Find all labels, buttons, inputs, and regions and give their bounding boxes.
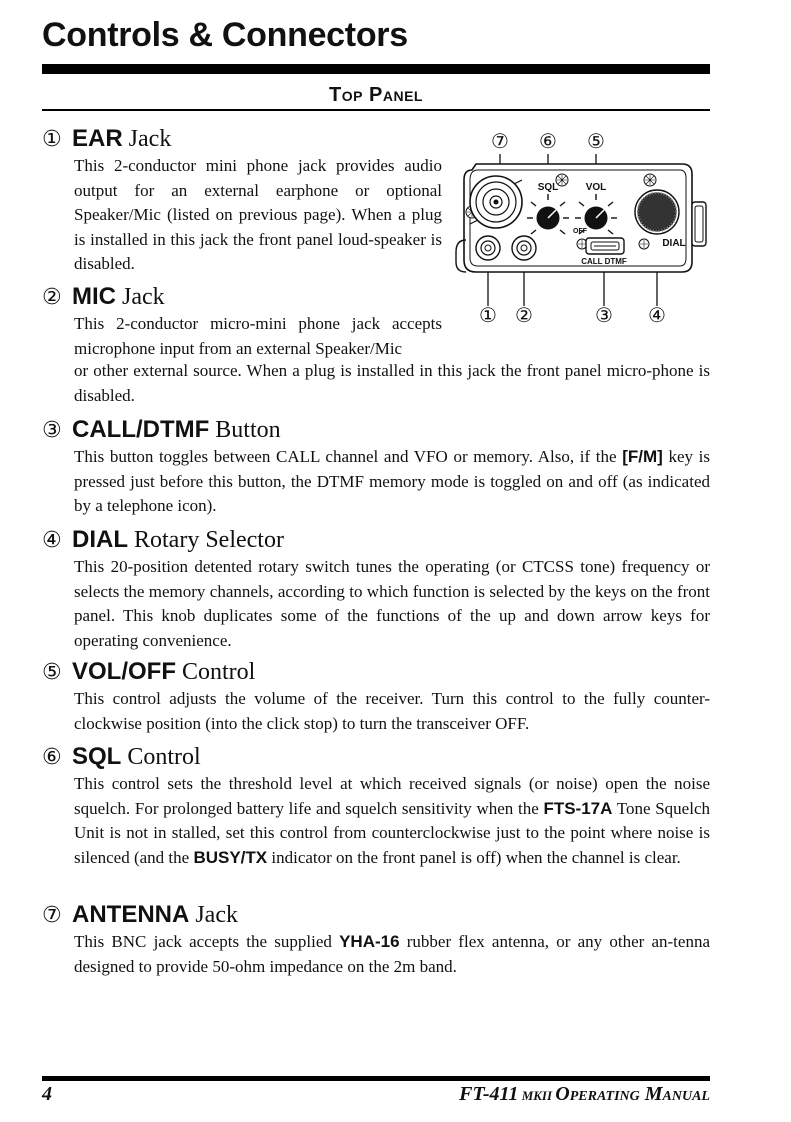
- item-heading: [42, 658, 710, 687]
- callout-sql: ⑥: [539, 129, 557, 153]
- mic-jack-icon: [512, 236, 536, 260]
- ear-jack-icon: [476, 236, 500, 260]
- item-antenna: [42, 901, 710, 979]
- item-heading: [42, 901, 710, 930]
- callout-mic: ②: [515, 303, 533, 327]
- item-name: SQL: [72, 743, 122, 770]
- callout-vol: ⑤: [587, 129, 605, 153]
- item-sql: [42, 743, 710, 870]
- item-description: This button toggles between CALL channel and VFO or memory. Also, if the [F/M] key is pressed just before this button, the DTMF memory mode is toggled on and off (as indicated by a telephone icon).: [74, 447, 710, 515]
- antenna-label: YHA-16: [339, 932, 400, 951]
- dial-knob-icon: [635, 190, 679, 234]
- item-kind: Button: [209, 417, 281, 443]
- call-dtmf-button-icon: [586, 238, 624, 254]
- callout-ear: ①: [479, 303, 497, 327]
- item-name: DIAL: [72, 526, 128, 553]
- item-kind: Rotary Selector: [128, 527, 284, 553]
- item-kind: Jack: [189, 902, 238, 928]
- item-description: or other external source. When a plug is installed in this jack the front panel micro-phone is disabled.: [74, 361, 710, 405]
- item-kind: Jack: [122, 126, 172, 152]
- item-heading: [42, 125, 442, 154]
- antenna-bnc-icon: [470, 176, 522, 228]
- item-name: CALL/DTMF: [72, 416, 210, 443]
- item-heading: [42, 416, 710, 445]
- section-title: Top Panel: [329, 84, 423, 106]
- item-dial: [42, 526, 710, 653]
- item-heading: [42, 283, 442, 312]
- callout-antenna: ⑦: [491, 129, 509, 153]
- callout-dial: ④: [648, 303, 666, 327]
- item-number: ④: [42, 528, 62, 553]
- item-name: VOL/OFF: [72, 658, 176, 685]
- item-description: This 2-conductor micro-mini phone jack accepts microphone input from an external Speaker/Mic: [74, 314, 442, 358]
- item-heading: [42, 526, 710, 555]
- label-sql: SQL: [537, 182, 559, 193]
- label-call-dtmf: CALL DTMF: [581, 257, 627, 266]
- label-off: OFF: [573, 228, 587, 235]
- indicator-label: BUSY/TX: [193, 847, 268, 867]
- top-panel-diagram: [452, 120, 712, 335]
- unit-label: FTS-17A: [543, 798, 613, 818]
- title-rule: [42, 64, 710, 74]
- item-number: ③: [42, 418, 62, 443]
- label-dial: DIAL: [662, 238, 686, 249]
- item-number: ①: [42, 127, 62, 152]
- item-name: MIC: [72, 283, 116, 310]
- item-number: ⑤: [42, 660, 62, 685]
- section-rule: [42, 109, 710, 111]
- page-title: Controls & Connectors: [42, 16, 408, 54]
- item-description: This 2-conductor mini phone jack provides audio output for an external earphone or optional Speaker/Mic (listed on previous page). When a plug is installed in this jack the front panel loud-speaker is disabled.: [74, 156, 442, 273]
- item-kind: Control: [176, 659, 256, 685]
- item-kind: Control: [121, 744, 201, 770]
- item-heading: [42, 743, 710, 772]
- footer-rule: [42, 1076, 710, 1081]
- item-ear: [42, 125, 442, 277]
- label-vol: VOL: [585, 182, 607, 193]
- item-description: This BNC jack accepts the supplied YHA-16 rubber flex antenna, or any other an-tenna designed to provide 50-ohm impedance on the 2m band.: [74, 932, 710, 976]
- item-name: ANTENNA: [72, 901, 190, 928]
- item-mic-continued: [42, 359, 710, 408]
- callout-call-dtmf: ③: [595, 303, 613, 327]
- key-label: [F/M]: [622, 447, 663, 466]
- item-name: EAR: [72, 125, 123, 152]
- manual-title: FT-411 MKII Operating Manual: [459, 1083, 710, 1105]
- item-number: ⑥: [42, 745, 62, 770]
- item-description: This control adjusts the volume of the receiver. Turn this control to the fully counter-clockwise position (into the click stop) to turn the transceiver OFF.: [74, 689, 710, 733]
- item-description: This 20-position detented rotary switch tunes the operating (or CTCSS tone) frequency or selects the memory channels, according to which function is selected by the keys on the front panel. This knob duplicates some of the functions of the up and down arrow keys for operating convenience.: [74, 557, 710, 650]
- item-mic: [42, 283, 442, 361]
- item-kind: Jack: [116, 284, 165, 310]
- item-description: This control sets the threshold level at which received signals (or noise) open the noise squelch. For prolonged battery life and squelch sensitivity when the FTS-17A Tone Squelch Unit is not in stalled, set this control from counterclockwise just to the point where noise is silenced (and the BUSY/TX indicator on the front panel is off) when the channel is clear.: [74, 774, 710, 867]
- item-call-dtmf: [42, 416, 710, 519]
- item-number: ②: [42, 285, 62, 310]
- item-vol-off: [42, 658, 710, 736]
- page-number: 4: [42, 1083, 52, 1105]
- item-number: ⑦: [42, 903, 62, 928]
